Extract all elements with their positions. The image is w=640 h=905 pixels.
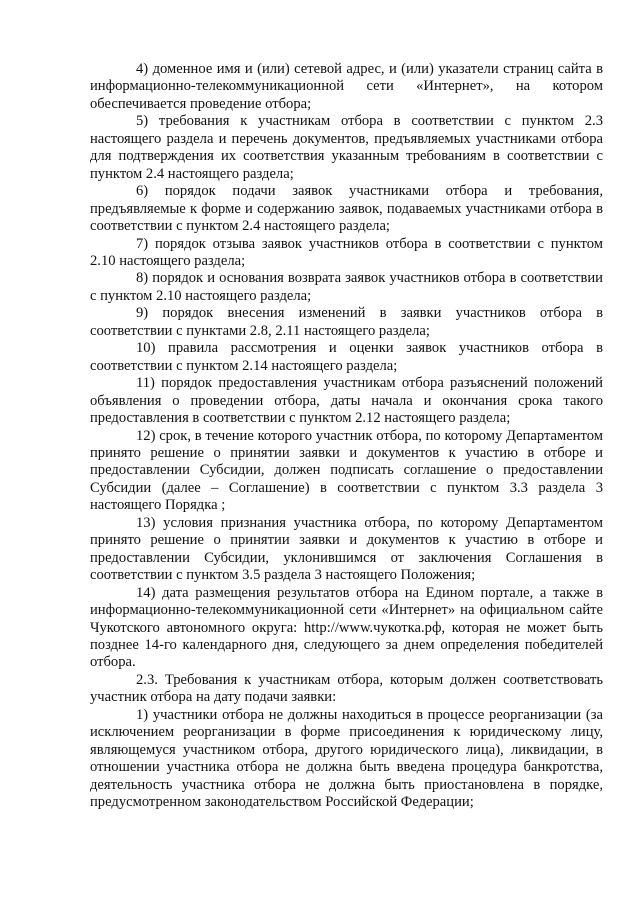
paragraph-item-8: 8) порядок и основания возврата заявок участников отбора в соответствии с пунктом 2.10 настоящего раздела; bbox=[90, 270, 603, 304]
section-2-3-heading: 2.3. Требования к участникам отбора, которым должен соответствовать участник отбора на дату подачи заявки: bbox=[90, 671, 603, 706]
paragraph-item-13: 13) условия признания участника отбора, по которому Департаментом принято решение о принятии заявки и документов к участию в отборе и предоставлении Субсидии, уклонившимся от заключения Соглашения в соответствии с пунктом 3.5 раздела 3 настоящего Положения; bbox=[90, 514, 603, 584]
paragraph-item-14: 14) дата размещения результатов отбора на Едином портале, а также в информационно-телекоммуникационной сети «Интернет» на официальном сайте Чукотского автономного округа: http://www.чукотка.рф, которая не может быть позднее 14-го календарного дня, следующего за днем определения победителей отбора. bbox=[90, 584, 603, 671]
paragraph-item-9: 9) порядок внесения изменений в заявки участников отбора в соответствии с пунктами 2.8, 2.11 настоящего раздела; bbox=[90, 305, 603, 339]
paragraph-item-6: 6) порядок подачи заявок участниками отбора и требования, предъявляемые к форме и содержанию заявок, подаваемых участниками отбора в соответствии с пунктом 2.4 настоящего раздела; bbox=[90, 183, 603, 235]
requirement-item-1: 1) участники отбора не должны находиться в процессе реорганизации (за исключением реорганизации в форме присоединения к юридическому лицу, являющемуся участником отбора, другого юридического лица), ликвидации, в отношении участника отбора не должна быть введена процедура банкротства, деятельность участника отбора не должна быть приостановлена в порядке, предусмотренном законодательством Российской Федерации; bbox=[90, 706, 603, 811]
paragraph-item-12: 12) срок, в течение которого участник отбора, по которому Департаментом принято решение о принятии заявки и документов к участию в отборе и предоставлении Субсидии, должен подписать соглашение о предоставлении Субсидии (далее – Соглашение) в соответствии с пунктом 3.3 раздела 3 настоящего Порядка ; bbox=[90, 427, 603, 514]
document-page bbox=[90, 61, 603, 811]
paragraph-item-7: 7) порядок отзыва заявок участников отбора в соответствии с пунктом 2.10 настоящего раздела; bbox=[90, 235, 603, 269]
paragraph-item-11: 11) порядок предоставления участникам отбора разъяснений положений объявления о проведении отбора, даты начала и окончания срока такого предоставления в соответствии с пунктом 2.12 настоящего раздела; bbox=[90, 375, 603, 427]
paragraph-item-4: 4) доменное имя и (или) сетевой адрес, и (или) указатели страниц сайта в информационно-телекоммуникационной сети «Интернет», на котором обеспечивается проведение отбора; bbox=[90, 61, 603, 112]
paragraph-item-10: 10) правила рассмотрения и оценки заявок участников отбора в соответствии с пунктом 2.14 настоящего раздела; bbox=[90, 340, 603, 374]
paragraph-item-5: 5) требования к участникам отбора в соответствии с пунктом 2.3 настоящего раздела и перечень документов, предъявляемых участниками отбора для подтверждения их соответствия указанным требованиям в соответствии с пунктом 2.4 настоящего раздела; bbox=[90, 113, 603, 182]
